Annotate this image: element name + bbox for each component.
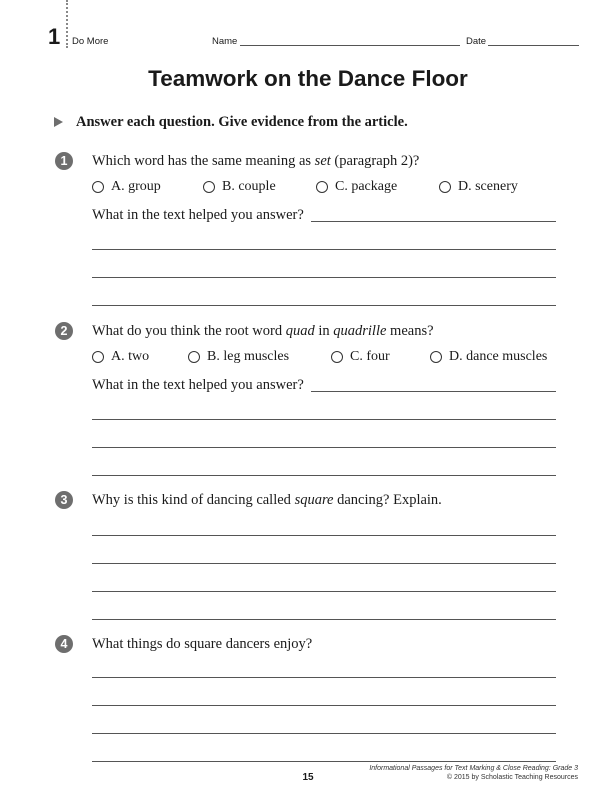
name-field[interactable] (240, 45, 460, 46)
unit-number: 1 (48, 24, 61, 49)
answer-option-d[interactable]: D. scenery (439, 179, 518, 195)
answer-line[interactable] (92, 705, 556, 706)
radio-button[interactable] (430, 351, 442, 363)
date-field[interactable] (488, 45, 579, 46)
source-title: Informational Passages for Text Marking & Close Reading: Grade 3 (369, 765, 578, 772)
answer-line[interactable] (311, 221, 556, 222)
radio-button[interactable] (203, 181, 215, 193)
evidence-prompt: What in the text helped you answer? (92, 377, 304, 393)
answer-line[interactable] (92, 447, 556, 448)
answer-option-a[interactable]: A. group (92, 179, 161, 195)
radio-button[interactable] (92, 351, 104, 363)
answer-line[interactable] (92, 563, 556, 564)
answer-line[interactable] (92, 591, 556, 592)
page-number: 15 (302, 772, 314, 783)
question-text: What do you think the root word quad in quadrille means? (92, 323, 434, 339)
answer-line[interactable] (92, 761, 556, 762)
radio-button[interactable] (92, 181, 104, 193)
date-label: Date (466, 36, 487, 47)
answer-option-b[interactable]: B. couple (203, 179, 276, 195)
answer-line[interactable] (92, 535, 556, 536)
unit-title: Do More (72, 36, 109, 47)
answer-line[interactable] (92, 619, 556, 620)
question-number-badge: 3 (55, 491, 73, 509)
instructions: Answer each question. Give evidence from the article. (76, 114, 408, 130)
answer-line[interactable] (92, 305, 556, 306)
name-label: Name (212, 36, 238, 47)
question-number-badge: 1 (55, 152, 73, 170)
radio-button[interactable] (316, 181, 328, 193)
answer-option-c[interactable]: C. package (316, 179, 397, 195)
question-text: What things do square dancers enjoy? (92, 636, 313, 652)
answer-option-b[interactable]: B. leg muscles (188, 349, 289, 365)
answer-option-c[interactable]: C. four (331, 349, 390, 365)
evidence-prompt: What in the text helped you answer? (92, 207, 304, 223)
radio-button[interactable] (188, 351, 200, 363)
source-credit (369, 764, 578, 782)
copyright-line: © 2015 by Scholastic Teaching Resources (446, 774, 578, 781)
question-number-badge: 4 (55, 635, 73, 653)
radio-button[interactable] (439, 181, 451, 193)
question-number-badge: 2 (55, 322, 73, 340)
answer-line[interactable] (92, 277, 556, 278)
answer-option-d[interactable]: D. dance muscles (430, 349, 547, 365)
play-arrow-icon (54, 117, 63, 127)
answer-line[interactable] (92, 475, 556, 476)
margin-dotted-rule (66, 0, 68, 48)
page-title: Teamwork on the Dance Floor (148, 66, 468, 91)
answer-line[interactable] (92, 733, 556, 734)
answer-line[interactable] (92, 677, 556, 678)
answer-line[interactable] (92, 419, 556, 420)
question-text: Which word has the same meaning as set (paragraph 2)? (92, 153, 420, 169)
answer-option-a[interactable]: A. two (92, 349, 149, 365)
answer-line[interactable] (311, 391, 556, 392)
answer-line[interactable] (92, 249, 556, 250)
radio-button[interactable] (331, 351, 343, 363)
question-text: Why is this kind of dancing called square dancing? Explain. (92, 492, 442, 508)
